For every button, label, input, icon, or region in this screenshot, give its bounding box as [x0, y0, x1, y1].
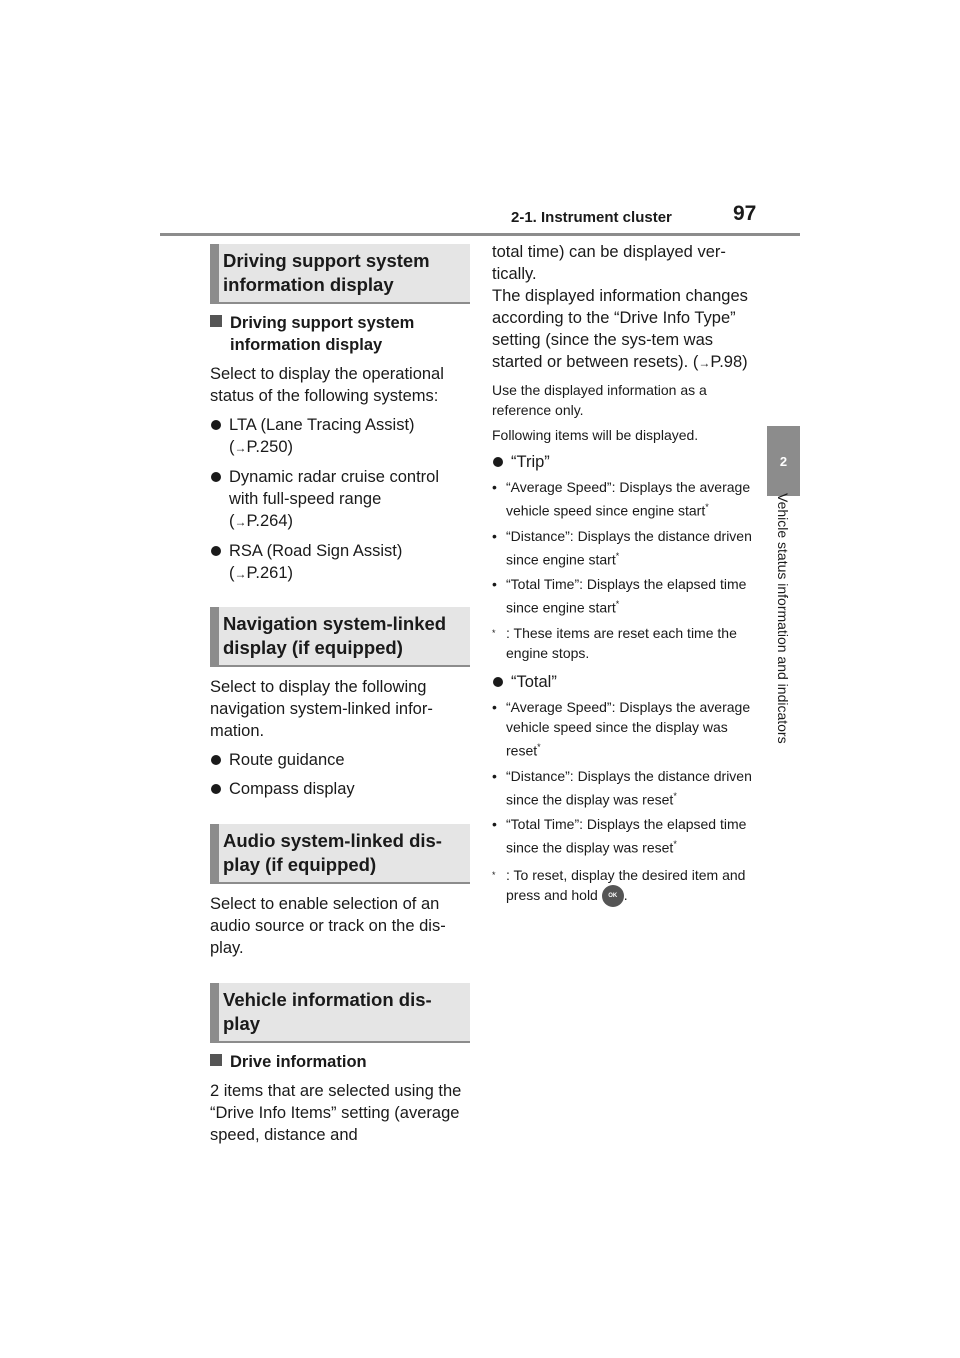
subheading-driving-support: Driving support system information display: [210, 312, 470, 356]
arrow-right-icon: →: [698, 356, 711, 370]
left-column: [210, 244, 470, 1146]
page-ref-link[interactable]: P.261: [246, 564, 288, 582]
paragraph: Select to display the following navigation system-linked infor-mation.: [210, 678, 433, 740]
list-item-trip: “Trip”: [492, 451, 752, 473]
page-ref-link[interactable]: P.98: [710, 353, 743, 371]
list-item: Route guidance: [210, 749, 470, 771]
paragraph: 2 items that are selected using the “Drive Info Items” setting (average speed, distance and: [210, 1082, 462, 1144]
trip-item: • “Distance”: Displays the distance driven since engine start*: [492, 526, 752, 570]
chapter-title: Vehicle status information and indicators: [775, 493, 791, 744]
right-column: [492, 241, 752, 907]
ok-button-icon: OK: [602, 885, 624, 907]
list-item-total: “Total”: [492, 671, 752, 693]
total-item: • “Distance”: Displays the distance driven since the display was reset*: [492, 766, 752, 810]
paragraph: Select to display the operational status of the following systems:: [210, 365, 444, 405]
note: Use the displayed information as a reference only.: [492, 382, 707, 418]
square-bullet-icon: [210, 315, 222, 327]
arrow-right-icon: →: [234, 515, 247, 529]
total-item: • “Average Speed”: Displays the average vehicle speed since the display was reset*: [492, 697, 752, 761]
square-bullet-icon: [210, 1054, 222, 1066]
trip-item: • “Average Speed”: Displays the average vehicle speed since engine start*: [492, 477, 752, 521]
footnote: * : To reset, display the desired item and press and hold OK .: [492, 865, 752, 907]
arrow-right-icon: →: [234, 441, 247, 455]
header-divider: [160, 233, 800, 236]
section-heading-driving-support: Driving support system information display: [210, 244, 470, 304]
paragraph: The displayed information changes according to the “Drive Info Type” setting (since the sys-tem was started or between resets). (→P.98): [492, 287, 748, 371]
page-number: 97: [733, 202, 757, 225]
chapter-tab: [767, 426, 800, 496]
note: Following items will be displayed.: [492, 427, 699, 443]
section-heading-vehicle-info: Vehicle information dis-play: [210, 983, 470, 1043]
list-item: RSA (Road Sign Assist) (→P.261): [210, 540, 470, 585]
footnote: * : These items are reset each time the engine stops.: [492, 624, 737, 661]
paragraph: Select to enable selection of an audio source or track on the dis-play.: [210, 895, 446, 957]
trip-item: • “Total Time”: Displays the elapsed time since engine start*: [492, 574, 752, 618]
subheading-drive-information: Drive information: [210, 1051, 470, 1073]
total-item: • “Total Time”: Displays the elapsed time since the display was reset*: [492, 814, 752, 858]
arrow-right-icon: →: [234, 567, 247, 581]
page-ref-link[interactable]: P.250: [246, 438, 288, 456]
list-item: Dynamic radar cruise control with full-speed range (→P.264): [210, 466, 470, 533]
section-title: 2-1. Instrument cluster: [511, 209, 672, 226]
chapter-number: 2: [779, 453, 788, 469]
section-heading-navigation: Navigation system-linked display (if equipped): [210, 607, 470, 667]
list-item: Compass display: [210, 778, 470, 800]
section-heading-audio: Audio system-linked dis-play (if equipped): [210, 824, 470, 884]
paragraph: total time) can be displayed ver-tically.: [492, 243, 726, 283]
list-item: LTA (Lane Tracing Assist) (→P.250): [210, 414, 470, 459]
page-ref-link[interactable]: P.264: [246, 512, 288, 530]
